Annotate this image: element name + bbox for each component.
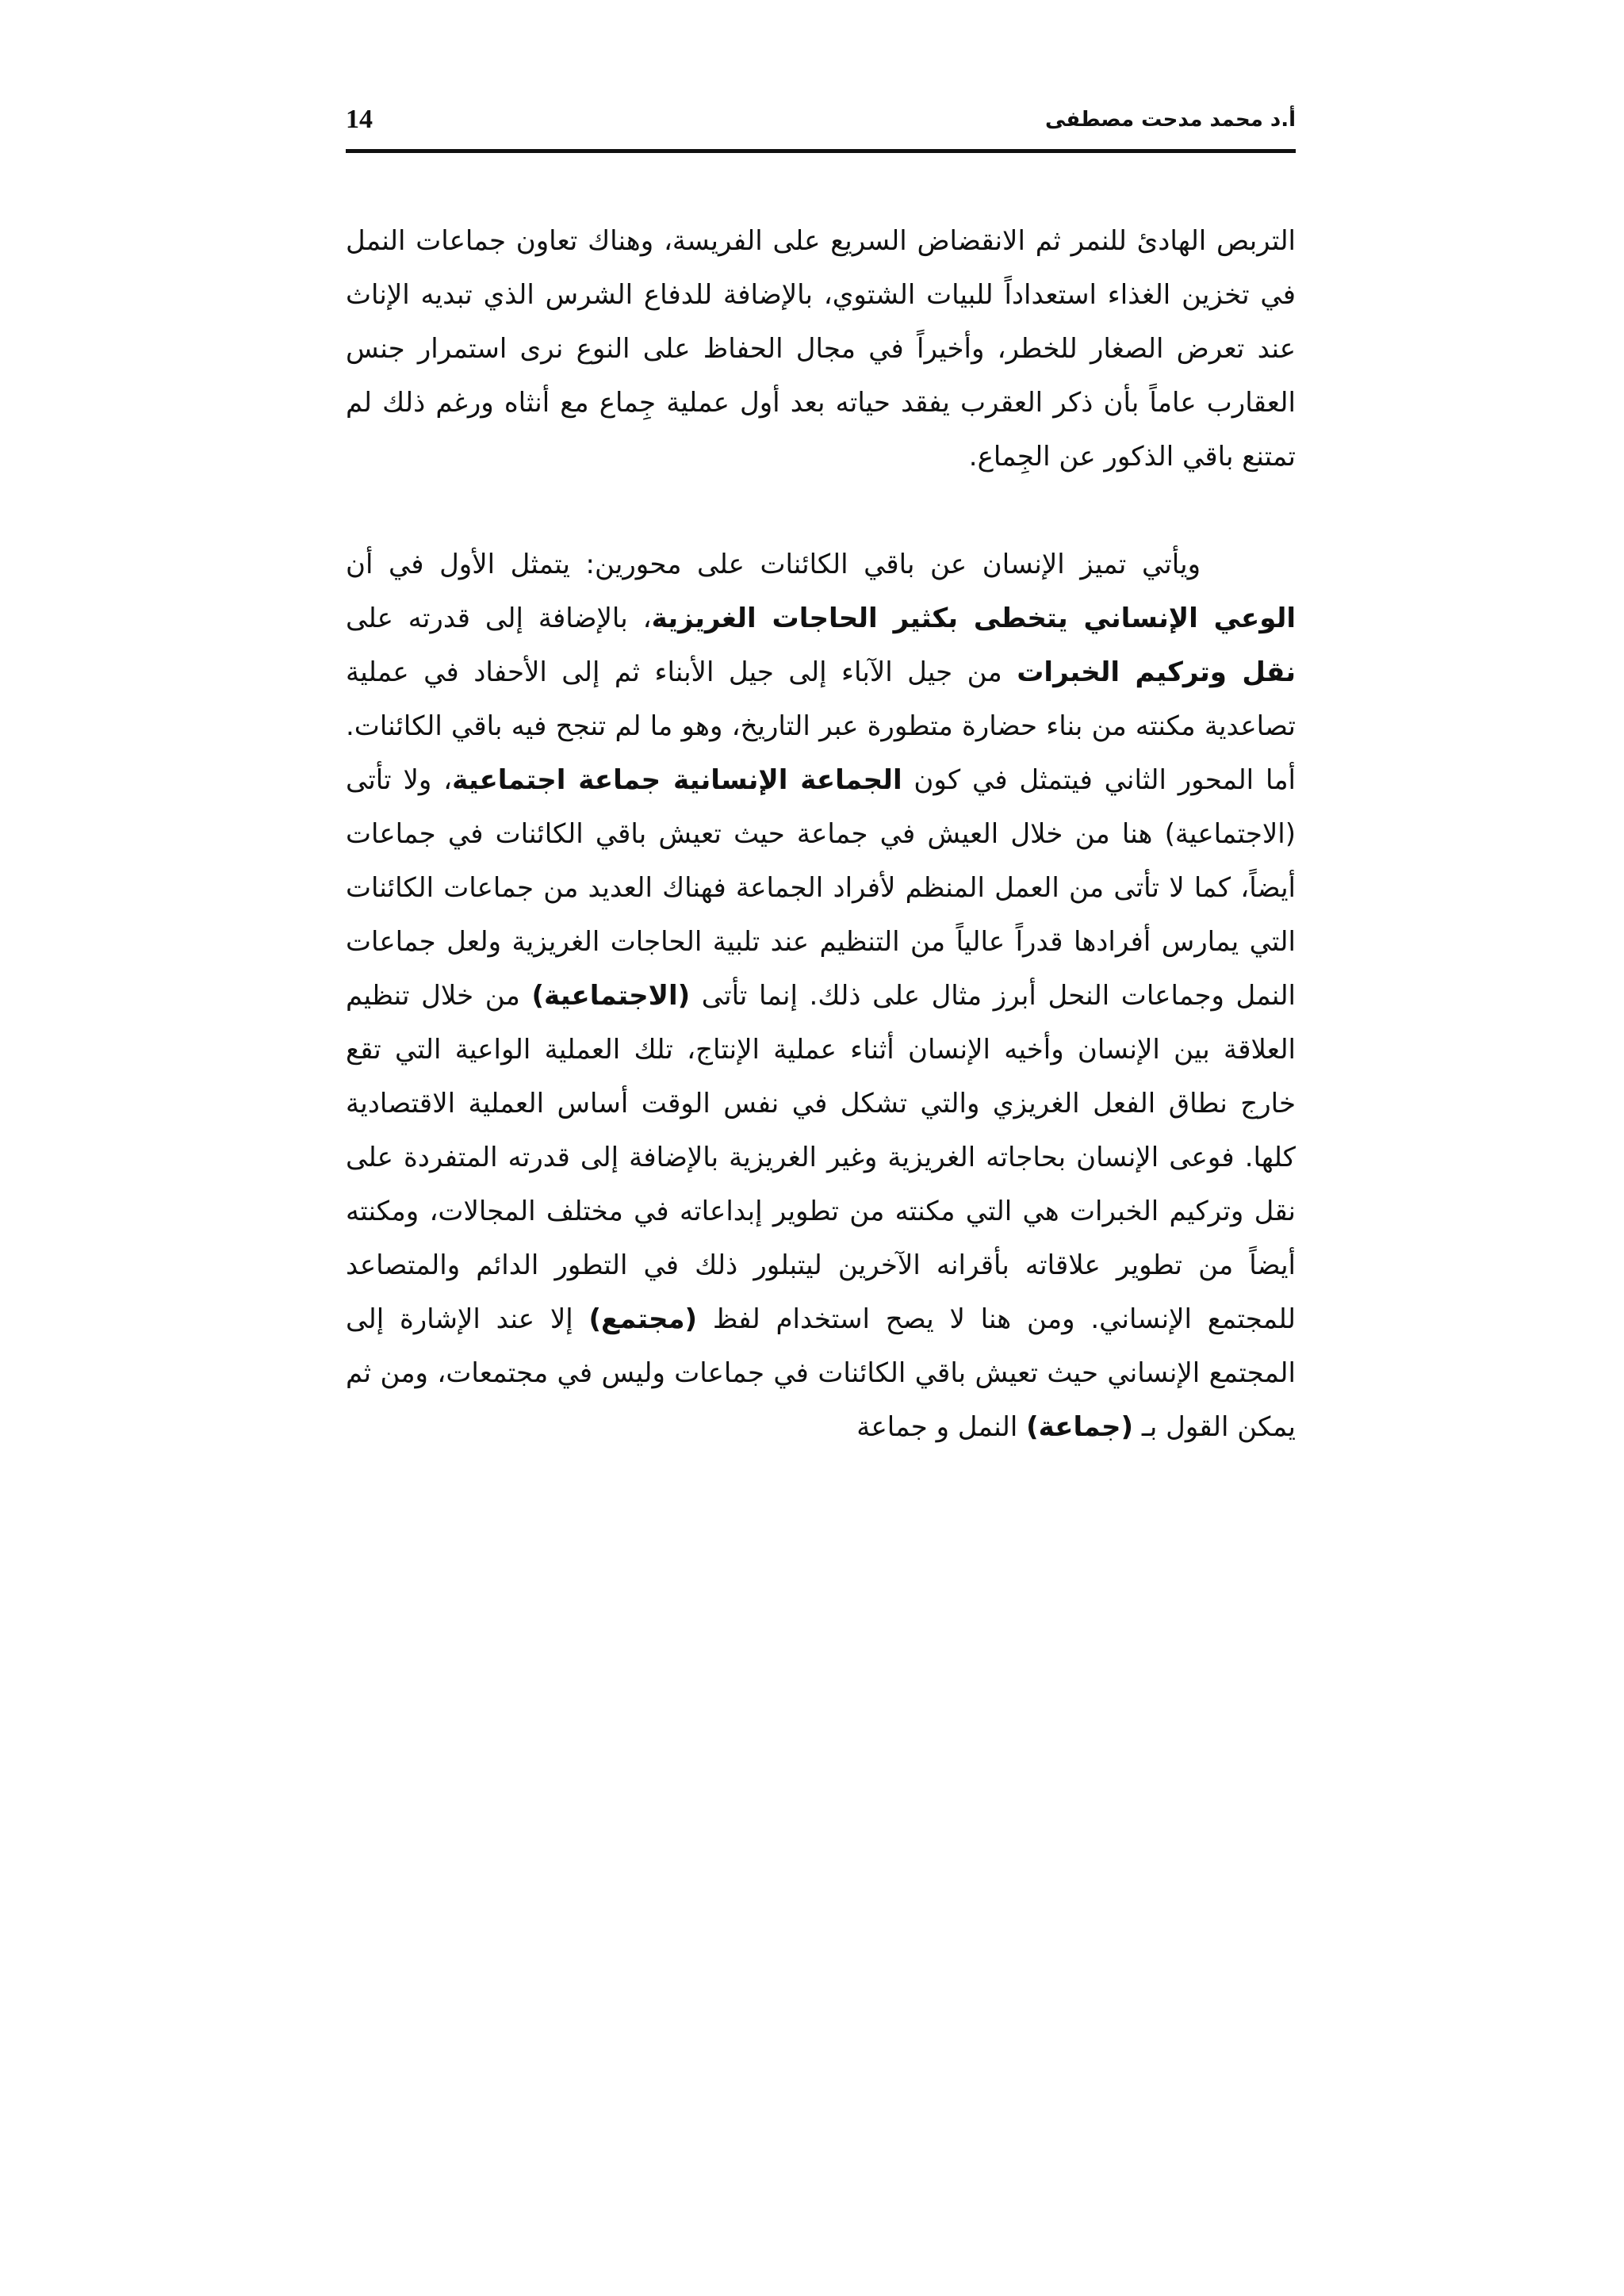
emphasis-human-awareness: الوعي الإنساني يتخطى بكثير الحاجات الغريزية [651, 603, 1296, 634]
emphasis-sociality: (الاجتماعية) [531, 980, 691, 1012]
text-segment: التربص الهادئ للنمر ثم الانقضاض السريع على الفريسة، وهناك تعاون جماعات النمل في تخزين الغذاء استعداداً للبيات الشتوي، بالإضافة للدفاع الشرس الذي تبديه الإناث عند تعرض الصغار للخطر، وأخيراً في مجال الحفاظ على النوع نرى استمرار جنس العقارب عاماً بأن ذكر العقرب يفقد حياته بعد أول عملية جِماع مع أنثاه ورغم ذلك لم تمتنع باقي الذكور عن الجِماع. [346, 225, 1296, 473]
page-number: 14 [346, 105, 373, 134]
text-segment: ، ولا تأتى (الاجتماعية) هنا من خلال العيش في جماعة حيث تعيش باقي الكائنات في جماعات أيضاً، كما لا تأتى من العمل المنظم لأفراد الجماعة فهناك العديد من جماعات الكائنات التي يمارس أفرادها قدراً عالياً من التنظيم عند تلبية الحاجات الغريزية ولعل جماعات النمل وجماعات النحل أبرز مثال على ذلك. إنما تأتى [346, 764, 1296, 1012]
text-segment: إلا عند الإشارة إلى المجتمع الإنساني حيث تعيش باقي الكائنات في جماعات وليس في مجتمعات، ومن ثم يمكن القول بـ [346, 1303, 1296, 1443]
text-segment: ، بالإضافة إلى قدرته على [346, 603, 652, 634]
paragraph-2 [346, 538, 1296, 1454]
emphasis-transfer-experience: نقل وتركيم الخبرات [1017, 656, 1297, 688]
emphasis-society: (مجتمع) [588, 1303, 698, 1335]
emphasis-social-group: الجماعة الإنسانية جماعة اجتماعية [452, 764, 902, 796]
text-segment: ويأتي تميز الإنسان عن باقي الكائنات على محورين: يتمثل الأول في أن [346, 549, 1201, 580]
text-segment: النمل و جماعة [856, 1411, 1027, 1443]
paragraph-1 [346, 214, 1296, 484]
text-segment: من جيل الآباء إلى جيل الأبناء ثم إلى الأحفاد في عملية تصاعدية مكنته من بناء حضارة متطورة عبر التاريخ، وهو ما لم تنجح فيه باقي الكائنات. أما المحور الثاني فيتمثل في كون [346, 656, 1296, 796]
header-author: أ.د محمد مدحت مصطفى [1044, 108, 1296, 132]
running-header [346, 101, 1296, 153]
text-segment: من خلال تنظيم العلاقة بين الإنسان وأخيه الإنسان أثناء عملية الإنتاج، تلك العملية الواعية التي تقع خارج نطاق الفعل الغريزي والتي تشكل في نفس الوقت أساس العملية الاقتصادية كلها. فوعى الإنسان بحاجاته الغريزية وغير الغريزية بالإضافة إلى قدرته المتفردة على نقل وتركيم الخبرات هي التي مكنته من تطوير إبداعاته في مختلف المجالات، ومكنته أيضاً من تطوير علاقاته بأقرانه الآخرين ليتبلور ذلك في التطور الدائم والمتصاعد للمجتمع الإنساني. ومن هنا لا يصح استخدام لفظ [346, 980, 1296, 1335]
emphasis-group: (جماعة) [1026, 1411, 1134, 1443]
body-text [346, 214, 1296, 1454]
